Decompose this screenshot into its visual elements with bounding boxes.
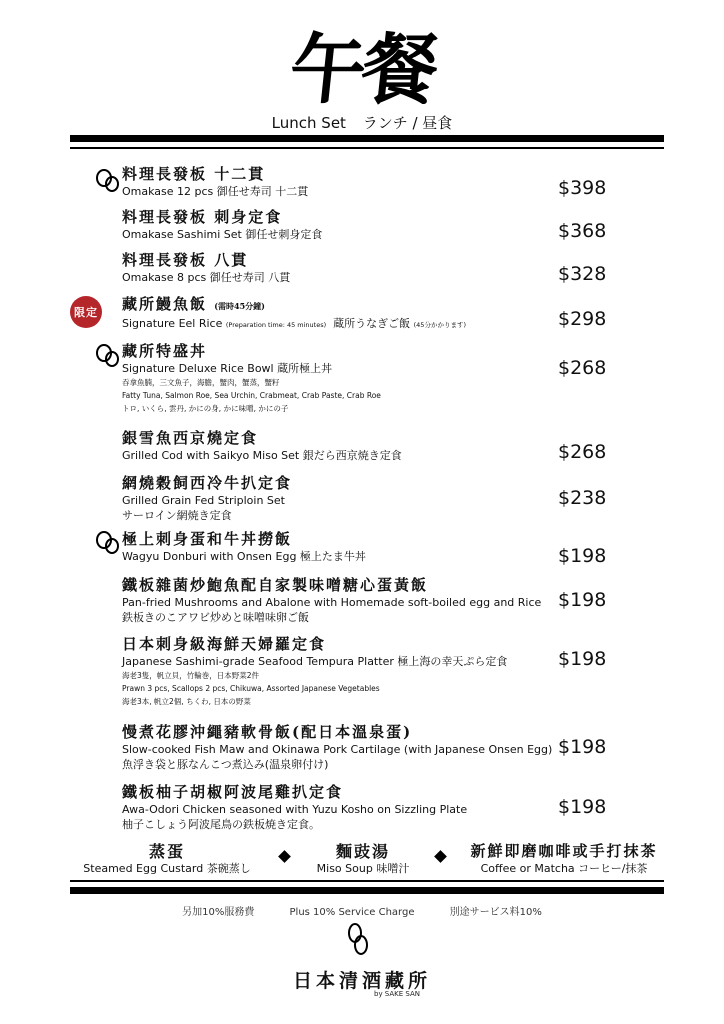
item-name-en: Awa-Odori Chicken seasoned with Yuzu Kosho on Sizzling Plate (122, 803, 468, 816)
side-name-en: Miso Soup 味噌汁 (316, 862, 410, 875)
item-name-en: Japanese Sashimi-grade Seafood Tempura Platter 極上海の幸天ぷら定食 (122, 655, 508, 668)
side-miso-soup (298, 842, 428, 876)
service-charge-en: Plus 10% Service Charge (289, 907, 415, 918)
item-desc: 海老3本, 帆立2個, ちくわ, 日本の野菜 (122, 697, 251, 706)
item-name-cn: 極上刺身蛋和牛丼撈飯 (122, 530, 293, 548)
item-name-en: Slow-cooked Fish Maw and Okinawa Pork Cartilage (with Japanese Onsen Egg) (122, 743, 553, 756)
item-name-cn: 網燒穀飼西冷牛扒定食 (122, 474, 293, 492)
item-name-en: Omakase Sashimi Set 御任せ刺身定食 (122, 228, 323, 241)
item-name-cn: 銀雪魚西京燒定食 (122, 429, 259, 447)
item-price: $198 (558, 589, 607, 611)
item-name-en-text: Signature Eel Rice (122, 317, 223, 330)
menu-item (122, 208, 552, 242)
menu-item (122, 783, 552, 832)
item-name-cn: 料理長發板 十二貫 (122, 165, 266, 183)
item-note-jp: (45分かかります) (413, 321, 466, 329)
top-rule-thin (70, 147, 664, 149)
side-name-cn: 蒸蛋 (148, 842, 185, 861)
service-charge-jp: 別途サービス料10% (449, 907, 542, 918)
service-charge-note (0, 903, 724, 918)
menu-item (122, 295, 552, 333)
menu-item (122, 576, 552, 625)
sake-san-logo-icon (346, 922, 370, 956)
brand-name: 日本清酒藏所 (292, 970, 431, 992)
menu-item (122, 165, 552, 199)
item-name-cn: 日本刺身級海鮮天婦羅定食 (122, 635, 327, 653)
side-name-cn: 新鮮即磨咖啡或手打抹茶 (470, 842, 658, 860)
item-price: $198 (558, 545, 607, 567)
item-name-cn (122, 295, 552, 316)
item-desc: 海老3隻，帆立貝，竹輪巻，日本野菜2件 (122, 671, 260, 680)
side-name-cn: 麵豉湯 (335, 842, 390, 861)
sake-spiral-icon (94, 168, 122, 194)
item-note-cn: (需時45分鐘) (214, 301, 265, 311)
brand-byline: by SAKE SAN (374, 990, 421, 998)
item-name-jp: サーロイン網焼き定食 (122, 509, 232, 522)
item-price: $368 (558, 220, 607, 242)
item-name-cn: 料理長發板 刺身定食 (122, 208, 283, 226)
sake-spiral-icon (94, 530, 122, 556)
item-name-cn: 鐵板雜菌炒鮑魚配自家製味噌糖心蛋黃飯 (122, 576, 429, 594)
bottom-rule-thick (70, 887, 664, 894)
diamond-divider-icon (278, 850, 291, 863)
menu-title: 午餐 (285, 25, 439, 114)
side-steamed-egg (62, 842, 272, 876)
item-desc: Prawn 3 pcs, Scallops 2 pcs, Chikuwa, Assorted Japanese Vegetables (122, 684, 380, 693)
item-name-cn-text: 藏所鰻魚飯 (122, 295, 208, 313)
item-desc: トロ, いくら, 雲丹, かにの身, かに味噌, かにの子 (122, 404, 289, 413)
menu-item (122, 635, 552, 708)
item-note-en: (Preparation time: 45 minutes) (225, 321, 327, 329)
item-name-en: Grilled Cod with Saikyo Miso Set 銀だら西京焼き定食 (122, 449, 402, 462)
item-name-en: Wagyu Donburi with Onsen Egg 極上たま牛丼 (122, 550, 366, 563)
item-desc: 吞拿魚腩，三文魚子，海膽，蟹肉，蟹蒸，蟹籽 (122, 378, 280, 387)
item-price: $198 (558, 648, 607, 670)
item-name-jp: 柚子こしょう阿波尾鳥の鉄板焼き定食。 (122, 818, 320, 831)
item-price: $238 (558, 487, 607, 509)
menu-item (122, 474, 552, 523)
item-name-en (122, 316, 552, 333)
item-name-cn: 鐵板柚子胡椒阿波尾雞扒定食 (122, 783, 344, 801)
menu-item (122, 251, 552, 285)
item-name-en: Signature Deluxe Rice Bowl 蔵所極上丼 (122, 362, 333, 375)
menu-item (122, 723, 552, 772)
limited-badge: 限定 (70, 296, 102, 328)
item-price: $198 (558, 736, 607, 758)
item-price: $298 (558, 308, 607, 330)
item-name-en: Omakase 8 pcs 御任せ寿司 八貫 (122, 271, 291, 284)
item-price: $198 (558, 796, 607, 818)
item-price: $268 (558, 357, 607, 379)
menu-subtitle (0, 112, 724, 133)
diamond-divider-icon (434, 850, 447, 863)
item-desc: Fatty Tuna, Salmon Roe, Sea Urchin, Crabmeat, Crab Paste, Crab Roe (122, 391, 381, 400)
item-name-cn: 藏所特盛丼 (122, 342, 208, 360)
side-coffee-matcha (452, 842, 676, 876)
menu-item (122, 530, 552, 564)
subtitle-en: Lunch Set (271, 114, 346, 132)
item-name-en: Pan-fried Mushrooms and Abalone with Homemade soft-boiled egg and Rice (122, 596, 542, 609)
menu-item (122, 342, 552, 415)
service-charge-cn: 另加10%服務費 (182, 907, 255, 918)
sake-spiral-icon (94, 343, 122, 369)
item-price: $328 (558, 263, 607, 285)
item-name-cn: 慢煮花膠沖繩豬軟骨飯(配日本溫泉蛋) (122, 723, 413, 741)
item-price: $268 (558, 441, 607, 463)
item-name-cn: 料理長發板 八貫 (122, 251, 249, 269)
menu-item (122, 429, 552, 463)
item-name-en: Grilled Grain Fed Striploin Set (122, 494, 285, 507)
bottom-rule-thin (70, 880, 664, 882)
item-name-jp: 鉄板きのこアワビ炒めと味噌味卵ご飯 (122, 611, 309, 624)
item-price: $398 (558, 177, 607, 199)
item-name-jp: 蔵所うなぎご飯 (333, 317, 411, 330)
top-rule-thick (70, 135, 664, 142)
item-name-jp: 魚浮き袋と豚なんこつ煮込み(温泉卵付け) (122, 758, 329, 771)
item-name-en: Omakase 12 pcs 御任せ寿司 十二貫 (122, 185, 309, 198)
side-name-en: Steamed Egg Custard 茶碗蒸し (83, 862, 251, 875)
subtitle-jp: ランチ / 昼食 (362, 114, 453, 132)
side-name-en: Coffee or Matcha コーヒー/抹茶 (480, 862, 648, 875)
